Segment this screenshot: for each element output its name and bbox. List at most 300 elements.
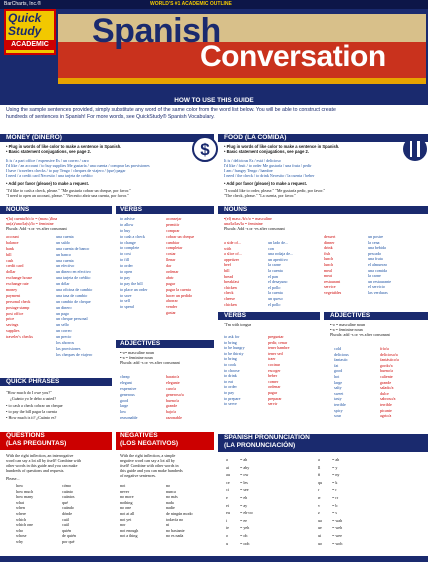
list-item: un dinero en efectivo <box>56 269 91 275</box>
nouns-left-intro1: •(la) cuenta/b/c/o = (masc.)Jina <box>6 216 58 221</box>
list-item: preparar <box>268 395 282 401</box>
list-item: un queso <box>268 295 283 301</box>
list-item: to bring <box>224 356 237 362</box>
list-item: exchange rate <box>6 281 29 287</box>
list-item: ordenar <box>166 269 179 275</box>
list-item: = oh <box>240 532 248 538</box>
list-item: no bastante <box>166 527 185 533</box>
list-item: vegetables <box>324 289 342 295</box>
list-item: el servicio <box>368 284 385 290</box>
list-item: appetizer <box>224 256 239 262</box>
nouns-right-intro3: Plurals: Add -s or -es after consonant <box>224 226 285 231</box>
questions-text4: hundreds of questions and requests. <box>6 468 65 473</box>
list-item: = ay <box>240 502 248 508</box>
list-item: how much <box>16 488 34 494</box>
list-item: to serve <box>224 401 237 407</box>
adjectives-right-intro3: Plurals: add -s or -es after consonant <box>330 332 390 337</box>
list-item: expensive <box>120 385 137 391</box>
food-bullet2: • Basic statement conjugations, see page 2. <box>224 149 309 154</box>
list-item: beef <box>224 262 232 268</box>
list-item: to cost <box>120 251 131 257</box>
list-item: bank <box>6 245 14 251</box>
money-bullet2: • Basic statement conjugations, see page 2. <box>6 149 91 154</box>
negatives-english-list <box>120 483 164 539</box>
verbs-left-heading: VERBS <box>120 206 143 213</box>
list-item: una cuenta de banco <box>56 245 90 251</box>
list-item: why <box>16 538 24 544</box>
list-item: las verduras <box>368 289 388 295</box>
list-item: to buy <box>120 227 131 233</box>
pronunciation-sounds-1 <box>240 456 310 547</box>
list-item: ordenar <box>268 384 281 390</box>
food-bullet1: • Plug in words of like color to make a sentence in Spanish. <box>224 144 340 149</box>
list-item: la carne <box>368 273 381 279</box>
list-item: cold <box>334 346 342 351</box>
questions-spanish-list <box>62 483 112 545</box>
title-accent-band <box>58 78 426 84</box>
money-line3: I have / travelers checks / to pay Tengo / cheques de viajero / (que) pagar <box>6 168 126 173</box>
list-item: meat <box>324 273 332 279</box>
list-item: money <box>6 287 18 293</box>
questions-text2: word can say a lot all by itself! Combine with <box>6 458 81 463</box>
list-item: never <box>120 488 130 494</box>
verbs-right-english-list <box>224 334 268 407</box>
list-item: bill <box>6 251 12 257</box>
list-item: costar <box>166 251 176 257</box>
list-item: = weh <box>332 525 343 531</box>
footer-band <box>0 556 428 562</box>
list-item: check <box>224 290 234 296</box>
pronunciation-subheading: (LA PRONUNCIACIÓN) <box>224 442 296 449</box>
list-item: how many <box>16 494 34 500</box>
list-item: a side of... <box>224 240 241 245</box>
list-item: cocinar <box>268 361 281 367</box>
list-item: restaurant <box>324 278 341 284</box>
list-item: pedir, cenar <box>268 339 288 345</box>
nouns-left-english-list <box>6 234 54 340</box>
list-item: grande <box>166 403 178 409</box>
list-item: un correo <box>56 328 72 334</box>
list-item: caliente <box>380 373 393 379</box>
adjectives-left-intro2: •-a = feminine noun <box>120 355 153 360</box>
quick-phrase-2: ¿Cuánto yo le debo a usted? <box>10 396 57 401</box>
list-item: beber <box>268 373 278 379</box>
howto-heading: HOW TO USE THIS GUIDE <box>174 97 254 104</box>
list-item: to open <box>120 269 133 275</box>
list-item: which one <box>16 522 33 528</box>
list-item: ll <box>318 464 321 470</box>
list-item: la carne <box>268 262 281 268</box>
list-item: to save <box>120 292 132 298</box>
list-item: not <box>120 483 126 488</box>
food-example1: "I would like to order, please." "Me gustaría pedir, por favor." <box>224 188 326 193</box>
list-item: uo <box>318 540 323 546</box>
list-item: todavía no <box>166 516 184 522</box>
adjectives-left-intro1: •-o= masculine noun <box>120 350 154 355</box>
list-item: dar <box>166 263 172 269</box>
negatives-heading: NEGATIVES <box>120 432 158 439</box>
list-item: fish <box>324 250 331 256</box>
list-item: un pago <box>56 310 70 316</box>
list-item: not enough <box>120 527 139 533</box>
list-item: delicious <box>334 351 349 357</box>
list-item: de quién <box>62 533 76 539</box>
list-item: to spend <box>120 304 134 310</box>
list-item: cobrar un cheque <box>166 233 195 239</box>
money-line2: I'd like / an account / to buy supplies Me gustaría / una cuenta / comprar las provisiones <box>6 163 150 168</box>
nouns-left-heading: NOUNS <box>6 206 30 213</box>
list-item: un aperitivo <box>268 256 288 262</box>
list-item: savings <box>6 322 19 328</box>
list-item: = woh <box>332 540 343 546</box>
list-item: comprar <box>166 227 180 233</box>
list-item: cuánto <box>62 488 73 494</box>
list-item: = s <box>332 510 337 516</box>
list-item: el pan <box>268 273 278 279</box>
nouns-right-spanish-list-2 <box>368 234 426 296</box>
title-conversation: Conversation <box>200 40 386 73</box>
list-item: elegante <box>166 379 180 385</box>
list-item: cuál <box>62 522 69 528</box>
quick-phrase-3: • to cash a check cobrar un cheque <box>6 403 63 408</box>
list-item: = ny <box>332 472 340 478</box>
negatives-text5: of negative sentences. <box>120 473 157 478</box>
list-item: hacer un pedido <box>166 292 193 298</box>
list-item: terrible <box>334 401 346 407</box>
list-item: to eat <box>224 378 233 384</box>
list-item: grande <box>380 379 392 385</box>
list-item: ui <box>318 532 322 538</box>
list-item: razonable <box>166 415 182 421</box>
nouns-left-intro3: Plurals: Add -s or -es after consonant <box>6 226 67 231</box>
list-item: drink <box>324 245 333 251</box>
list-item: rr <box>318 494 321 500</box>
list-item: el desayuno <box>268 279 288 285</box>
list-item: good <box>334 368 343 374</box>
list-item: to cash a check <box>120 233 145 239</box>
negatives-subheading: (LOS NEGATIVOS) <box>120 440 179 447</box>
negatives-text3: itself! Combine with other words in <box>120 463 179 468</box>
list-item: elegant <box>120 379 132 385</box>
list-item: abrir <box>166 274 174 280</box>
list-item: un dólar <box>56 281 70 287</box>
list-item: los ahorros <box>56 340 75 346</box>
nouns-right-heading: NOUNS <box>224 206 248 213</box>
list-item: exchange house <box>6 275 33 281</box>
logo-line1: Quick <box>8 11 42 25</box>
list-item: el pollo <box>268 301 281 307</box>
list-item: u <box>226 540 229 546</box>
list-item: tener sed <box>268 350 283 356</box>
list-item: no more <box>120 494 134 500</box>
list-item: nor <box>120 522 126 528</box>
list-item: caro/a <box>166 385 176 391</box>
logo-line3: ACADEMIC <box>6 40 54 50</box>
list-item: quién <box>62 527 72 533</box>
list-item: ai <box>226 464 229 470</box>
list-item: nunca <box>166 488 176 494</box>
list-item: traer <box>268 356 276 362</box>
questions-please: Please... <box>6 476 20 481</box>
list-item: barato/a <box>166 374 180 379</box>
publisher-label: BarCharts, Inc.® <box>4 1 42 7</box>
list-item: comer <box>268 378 279 384</box>
list-item: de ningún modo <box>166 510 193 516</box>
verbs-left-spanish-list <box>166 216 214 316</box>
food-line1: It is / delicious Es / está / delicioso <box>224 158 281 163</box>
quick-phrase-4: • to pay the bill pagar la cuenta <box>6 409 57 414</box>
title-spanish: Spanish <box>92 12 221 50</box>
questions-subheading: (LAS PREGUNTAS) <box>6 440 67 447</box>
pronunciation-sounds-2 <box>332 456 422 547</box>
list-item: service <box>324 284 336 290</box>
howto-text1: Using the sample sentences provided, simply substitute any word of the same color from the word list below. You will be able to construct create <box>6 107 336 113</box>
list-item: = ah <box>332 457 340 462</box>
list-item: with <box>224 245 232 251</box>
list-item: to sell <box>120 298 130 304</box>
list-item: las provisiones <box>56 345 81 351</box>
list-item: au <box>226 472 230 478</box>
quick-phrase-5: • How much is it? ¿Cuánto es? <box>6 415 57 420</box>
verbs-right-intro: "I'm with tongue <box>224 322 252 327</box>
list-item: supplies <box>6 328 20 334</box>
list-item: not yet <box>120 516 132 522</box>
list-item: gordo/a <box>380 362 393 368</box>
list-item: salty <box>334 385 342 391</box>
money-bullet1: • Plug in words of like color to make a sentence in Spanish. <box>6 144 122 149</box>
list-item: una cuenta <box>56 234 74 239</box>
food-example2: "The check, please." "La cuenta, por favor." <box>224 193 296 198</box>
list-item: una fruta <box>368 256 383 262</box>
list-item: nada <box>166 499 174 505</box>
list-item: r <box>318 487 320 493</box>
list-item: el pollo <box>268 284 281 290</box>
list-item: postage stamp <box>6 304 30 310</box>
nouns-right-intro1: •(el) masc./b/c/o = masculine <box>224 216 272 221</box>
list-item: bajo/a <box>166 409 177 415</box>
list-item: = yeh <box>240 525 250 531</box>
nouns-left-intro2: un(a)/uno/la(s)/lo = feminine <box>6 221 54 226</box>
list-item: to allow <box>120 221 134 227</box>
money-favor: • Add por favor (please) to make a request. <box>6 181 89 186</box>
list-item: = ee <box>240 517 247 523</box>
list-item: = ow <box>240 472 249 478</box>
quick-phrase-1: "How much do I owe you?" <box>6 390 52 395</box>
list-item: = b <box>332 502 338 508</box>
list-item: not at all <box>120 510 135 516</box>
list-item: eu <box>226 510 230 516</box>
list-item: large <box>120 403 129 409</box>
list-item: spicy <box>334 407 343 413</box>
list-item: v <box>318 502 321 508</box>
fork-knife-icon <box>402 136 428 162</box>
list-item: a <box>318 457 320 462</box>
list-item: to fill <box>120 257 129 263</box>
nouns-right-spanish-list-1 <box>268 240 320 307</box>
list-item: = les <box>240 479 248 485</box>
list-item: meal <box>324 267 332 273</box>
list-item: which <box>16 516 27 522</box>
list-item: una tasa de cambio <box>56 292 88 298</box>
list-item: account <box>6 234 19 239</box>
list-item: con <box>268 245 274 251</box>
questions-text3: other words in this guide and you can make <box>6 463 78 468</box>
list-item: una comida <box>368 267 387 273</box>
list-item: ce <box>226 479 230 485</box>
list-item: to cook <box>224 361 237 367</box>
list-item: sabroso/a <box>380 396 396 402</box>
list-item: = wee <box>332 532 342 538</box>
list-item: to prepare <box>224 395 241 401</box>
list-item: = ooh <box>240 540 250 546</box>
list-item: to pay the bill <box>120 280 143 286</box>
list-item: un cheque personal <box>56 316 88 322</box>
list-item: not a thing <box>120 533 138 539</box>
questions-text1: With the right inflection, an interrogative <box>6 453 74 458</box>
list-item: bill <box>224 267 230 273</box>
list-item: dulce <box>380 390 389 396</box>
list-item: cómo <box>62 483 72 488</box>
list-item: un postre <box>368 234 384 239</box>
adjectives-right-intro1: •-o = masculine noun <box>330 322 366 327</box>
list-item: cuándo <box>62 505 74 511</box>
verbs-right-heading: VERBS <box>224 312 247 319</box>
howto-text2: hundreds of sentences in Spanish! For more words, see QuickStudy® Spanish Vocabulary. <box>6 114 215 120</box>
list-item: lunch <box>324 261 334 267</box>
list-item: un efectivo <box>56 263 75 269</box>
adjectives-right-english-list <box>334 346 378 419</box>
adjectives-right-heading: ADJECTIVES <box>330 312 371 319</box>
list-item: tener hambre <box>268 345 290 351</box>
list-item: generoso/a <box>166 391 184 397</box>
list-item: un cambio de cheque <box>56 298 91 304</box>
list-item: ue <box>318 525 322 531</box>
list-item: a slice of... <box>224 251 242 257</box>
list-item: un saldo <box>56 239 70 245</box>
list-item: ñ <box>318 472 321 478</box>
list-item: when <box>16 505 25 511</box>
list-item: to order <box>120 263 133 269</box>
list-item: large <box>334 379 343 385</box>
list-item: terrible <box>380 401 392 407</box>
list-item: what <box>16 499 24 505</box>
pronunciation-heading: SPANISH PRONUNCIATION <box>224 434 310 441</box>
list-item: qué <box>62 499 68 505</box>
list-item: reasonable <box>120 415 138 421</box>
list-item: bread <box>224 273 234 279</box>
adjectives-left-spanish-list <box>166 374 214 421</box>
list-item: vender <box>166 304 178 310</box>
list-item: generous <box>120 391 135 397</box>
list-item: ua <box>318 517 322 523</box>
list-item: pagar la cuenta <box>166 286 191 292</box>
negatives-text1: With the right inflection, a simple <box>120 453 176 458</box>
negatives-text4: this guide and you can make hundreds <box>120 468 183 473</box>
list-item: traveler's checks <box>6 334 33 340</box>
list-item: o <box>226 532 229 538</box>
verbs-left-english-list <box>120 216 164 310</box>
list-item: pagar <box>166 280 176 286</box>
list-item: permitir <box>166 221 180 227</box>
negatives-spanish-list <box>166 483 214 539</box>
list-item: servir <box>268 401 278 407</box>
list-item: por qué <box>62 538 75 544</box>
list-item: nothing <box>120 499 133 505</box>
money-line1: It is / a part office / expensive Es / un correo / caro <box>6 158 89 163</box>
list-item: to be hungry <box>224 345 245 351</box>
list-item: una oficina de cambio <box>56 287 93 293</box>
list-item: delicioso/a <box>380 351 398 357</box>
verbs-right-spanish-list <box>268 334 320 407</box>
svg-text:$: $ <box>200 140 210 159</box>
list-item: no one <box>120 505 132 511</box>
list-item: gastar <box>166 310 176 316</box>
list-item: una rodaja de... <box>268 251 294 257</box>
list-item: ie <box>226 525 229 531</box>
list-item: = y <box>332 464 338 470</box>
list-item: = see <box>240 487 249 493</box>
list-item: pescado <box>368 250 382 256</box>
list-item: post office <box>6 310 24 316</box>
list-item: ni <box>166 522 170 528</box>
list-item: = wah <box>332 517 343 523</box>
list-item: sour <box>334 413 342 419</box>
list-item: cheese <box>224 295 235 301</box>
money-line4: I need / a credit card Necesito / una tarjeta de crédito <box>6 173 93 178</box>
list-item: to order <box>224 384 237 390</box>
list-item: no más <box>166 494 178 500</box>
list-item: una tarjeta de crédito <box>56 275 91 281</box>
quick-phrases-heading: QUICK PHRASES <box>6 378 60 385</box>
list-item: los cheques de viajero <box>56 351 93 357</box>
list-item: lunch <box>324 256 334 262</box>
list-item: la cuenta <box>268 290 283 296</box>
food-line4: I need / the check / to drink Necesito / la cuenta / beber <box>224 173 315 178</box>
list-item: hot <box>334 373 340 379</box>
list-item: low <box>120 409 127 415</box>
list-item: un banco <box>56 251 71 257</box>
list-item: cuál <box>62 516 69 522</box>
list-item: to choose <box>224 367 240 373</box>
list-item: preguntar <box>268 334 284 339</box>
adjectives-right-spanish-list <box>380 346 426 419</box>
pronunciation-letters-1 <box>226 456 238 547</box>
pronunciation-letters-2 <box>318 456 330 547</box>
list-item: bueno/a <box>166 397 179 403</box>
list-item: to drink <box>224 373 237 379</box>
list-item: bueno/a <box>380 368 393 374</box>
adjectives-right-intro2: •-a = feminine noun <box>330 327 363 332</box>
list-item: whose <box>16 533 27 539</box>
list-item: to place an order <box>120 286 148 292</box>
list-item: to bring <box>224 339 237 345</box>
list-item: una bebida <box>368 245 386 251</box>
list-item: no <box>166 483 171 488</box>
list-item: credit card <box>6 263 24 269</box>
list-item: cambiar <box>166 239 180 245</box>
money-example1: "I'd like to cash a check, please." "Me gustaría cobrar un cheque, por favor." <box>6 188 131 193</box>
list-item: payment <box>6 292 21 298</box>
list-item: = k <box>332 479 338 485</box>
list-item: cuántos <box>62 494 75 500</box>
list-item: fantástico/a <box>380 357 399 363</box>
questions-english-list <box>16 483 60 545</box>
list-item: = eh <box>240 494 248 500</box>
list-item: e <box>226 494 228 500</box>
list-item: tasty <box>334 396 342 402</box>
list-item: i <box>226 517 228 523</box>
food-line3: I am / hungry Tengo / hambre <box>224 168 273 173</box>
